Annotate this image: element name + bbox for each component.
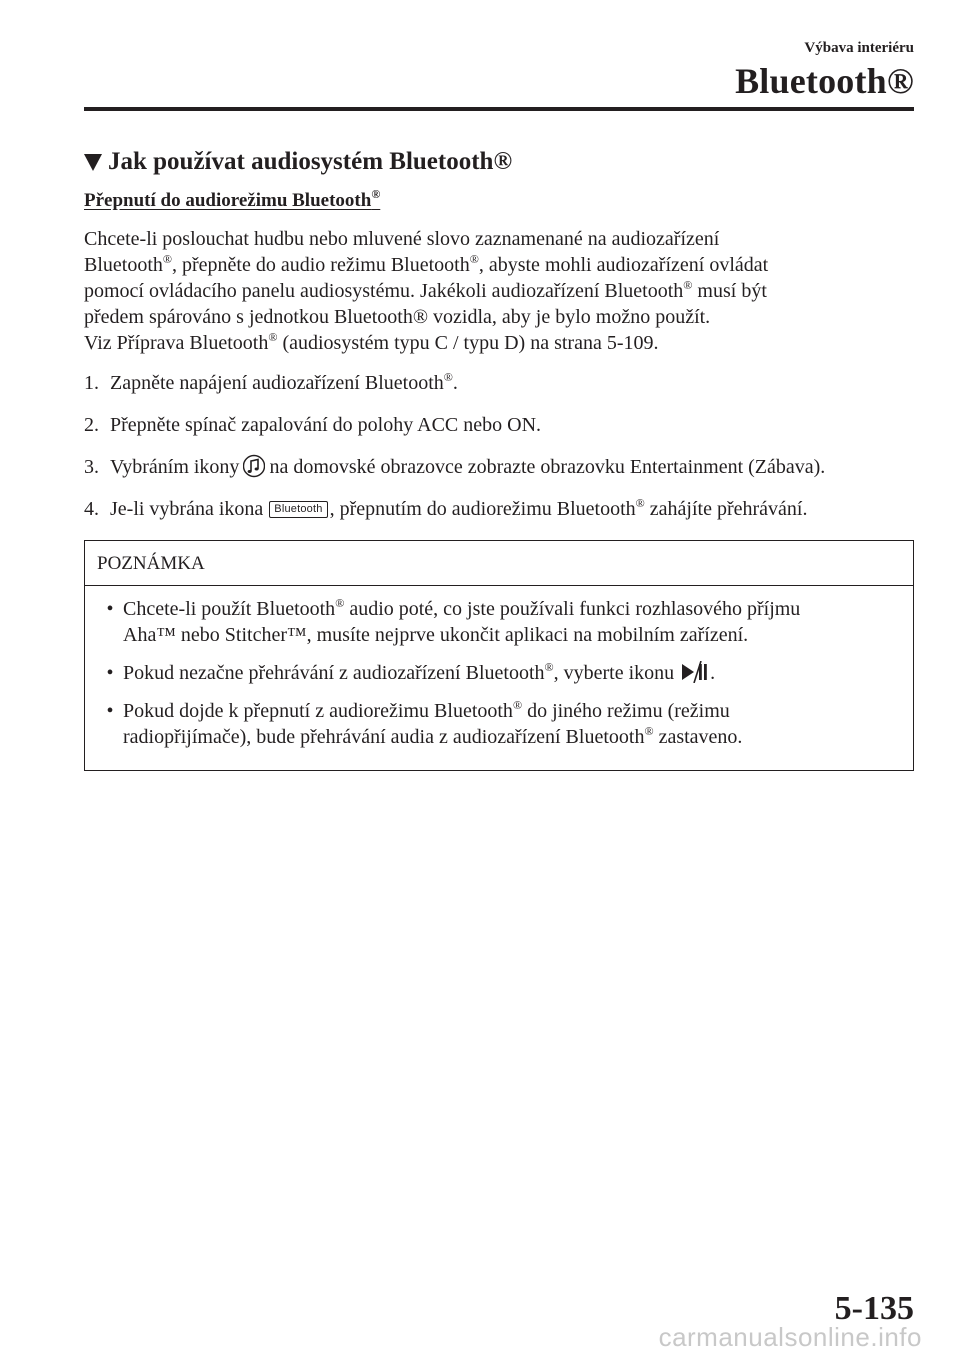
subheading-reg: ® bbox=[371, 187, 381, 201]
step-text bbox=[110, 454, 825, 480]
note-3-end: zastaveno. bbox=[653, 726, 743, 748]
note-item-text bbox=[123, 596, 800, 648]
steps-list bbox=[84, 370, 916, 522]
subheading bbox=[84, 187, 916, 212]
step-text bbox=[110, 496, 807, 522]
section-title-text: Jak používat audiosystém Bluetooth® bbox=[108, 148, 513, 175]
bullet: • bbox=[106, 700, 114, 722]
step-number: 1. bbox=[84, 372, 99, 394]
step-3-end: na domovské obrazovce zobrazte obrazovku Entertainment (Zábava). bbox=[269, 456, 826, 478]
intro-text-3: , přepněte do audio režimu Bluetooth bbox=[172, 254, 470, 276]
intro-text-2: Bluetooth bbox=[84, 254, 163, 276]
note-item bbox=[97, 660, 901, 686]
note-1-middle: audio poté, co jste používali funkci rozhlasového příjmu bbox=[344, 598, 801, 620]
header-section: Výbava interiéru bbox=[804, 40, 914, 56]
subheading-label: Přepnutí do audiorežimu Bluetooth bbox=[84, 190, 372, 211]
intro-text-5: pomocí ovládacího panelu audiosystému. Jakékoli audiozařízení Bluetooth bbox=[84, 280, 684, 302]
note-3-middle: do jiného režimu (režimu bbox=[522, 700, 730, 722]
step-number: 3. bbox=[84, 456, 99, 478]
intro-line-1: Chcete-li poslouchat hudbu nebo mluvené slovo zaznamenané na audiozařízení bbox=[84, 228, 720, 250]
step-3 bbox=[84, 454, 916, 480]
intro-text-8: Viz Příprava Bluetooth bbox=[84, 332, 269, 354]
watermark: carmanualsonline.info bbox=[658, 1322, 922, 1352]
step-1 bbox=[84, 370, 916, 396]
reg-mark: ® bbox=[683, 278, 693, 292]
intro-text-6: musí být bbox=[692, 280, 767, 302]
note-list bbox=[85, 586, 913, 770]
reg-mark: ® bbox=[512, 698, 523, 712]
step-2 bbox=[84, 412, 916, 438]
intro-line-7: předem spárováno s jednotkou Bluetooth® vozidla, aby je bylo možno použít. bbox=[84, 306, 711, 328]
step-1-end: . bbox=[452, 372, 458, 394]
step-1-text: Zapněte napájení audiozařízení Bluetooth bbox=[110, 372, 444, 394]
triangle-down-icon bbox=[84, 154, 102, 171]
step-3-text: Vybráním ikony bbox=[110, 456, 240, 478]
subheading-text bbox=[84, 187, 381, 211]
step-text bbox=[110, 370, 458, 396]
page-number: 5-135 bbox=[834, 1290, 914, 1327]
note-1-text: Chcete-li použít Bluetooth bbox=[123, 598, 336, 620]
bullet: • bbox=[106, 598, 114, 620]
step-4-middle: , přepnutím do audiorežimu Bluetooth bbox=[329, 498, 636, 520]
reg-mark: ® bbox=[469, 252, 479, 266]
step-4-end: zahájíte přehrávání. bbox=[644, 498, 808, 520]
note-1-end: Aha™ nebo Stitcher™, musíte nejprve ukončit aplikaci na mobilním zařízení. bbox=[123, 624, 749, 646]
note-3-line-2: radiopřijímače), bude přehrávání audia z audiozařízení Bluetooth bbox=[123, 726, 645, 748]
header-rule bbox=[84, 107, 914, 111]
play-pause-icon bbox=[680, 661, 708, 683]
note-item bbox=[97, 698, 901, 750]
intro-text-9: (audiosystém typu C / typu D) na strana 5-109. bbox=[277, 332, 659, 354]
note-item-text bbox=[123, 660, 715, 686]
reg-mark: ® bbox=[335, 596, 345, 610]
note-3-text: Pokud dojde k přepnutí z audiorežimu Bluetooth bbox=[123, 700, 513, 722]
reg-mark: ® bbox=[544, 660, 554, 674]
intro-paragraph bbox=[84, 226, 916, 356]
step-4-text: Je-li vybrána ikona bbox=[110, 498, 264, 520]
note-item bbox=[97, 596, 901, 648]
music-note-icon bbox=[243, 454, 265, 478]
note-2-text: Pokud nezačne přehrávání z audiozařízení Bluetooth bbox=[123, 662, 545, 684]
content bbox=[84, 148, 916, 771]
step-number: 2. bbox=[84, 414, 99, 436]
step-4 bbox=[84, 496, 916, 522]
section-title bbox=[84, 148, 916, 176]
note-2-middle: , vyberte ikonu bbox=[553, 662, 675, 684]
note-2-end: . bbox=[710, 662, 716, 684]
note-box bbox=[84, 540, 914, 771]
bullet: • bbox=[106, 662, 114, 684]
bluetooth-tab-label: Bluetooth bbox=[269, 501, 327, 518]
note-title: POZNÁMKA bbox=[85, 541, 913, 586]
reg-mark: ® bbox=[644, 724, 654, 738]
reg-mark: ® bbox=[635, 496, 645, 510]
step-2-text: Přepněte spínač zapalování do polohy ACC nebo ON. bbox=[110, 414, 542, 436]
reg-mark: ® bbox=[268, 330, 278, 344]
intro-text-4: , abyste mohli audiozařízení ovládat bbox=[478, 254, 769, 276]
header-chapter: Bluetooth® bbox=[735, 61, 914, 101]
reg-mark: ® bbox=[162, 252, 173, 266]
reg-mark: ® bbox=[443, 370, 453, 384]
note-item-text bbox=[123, 698, 742, 750]
step-number: 4. bbox=[84, 498, 99, 520]
